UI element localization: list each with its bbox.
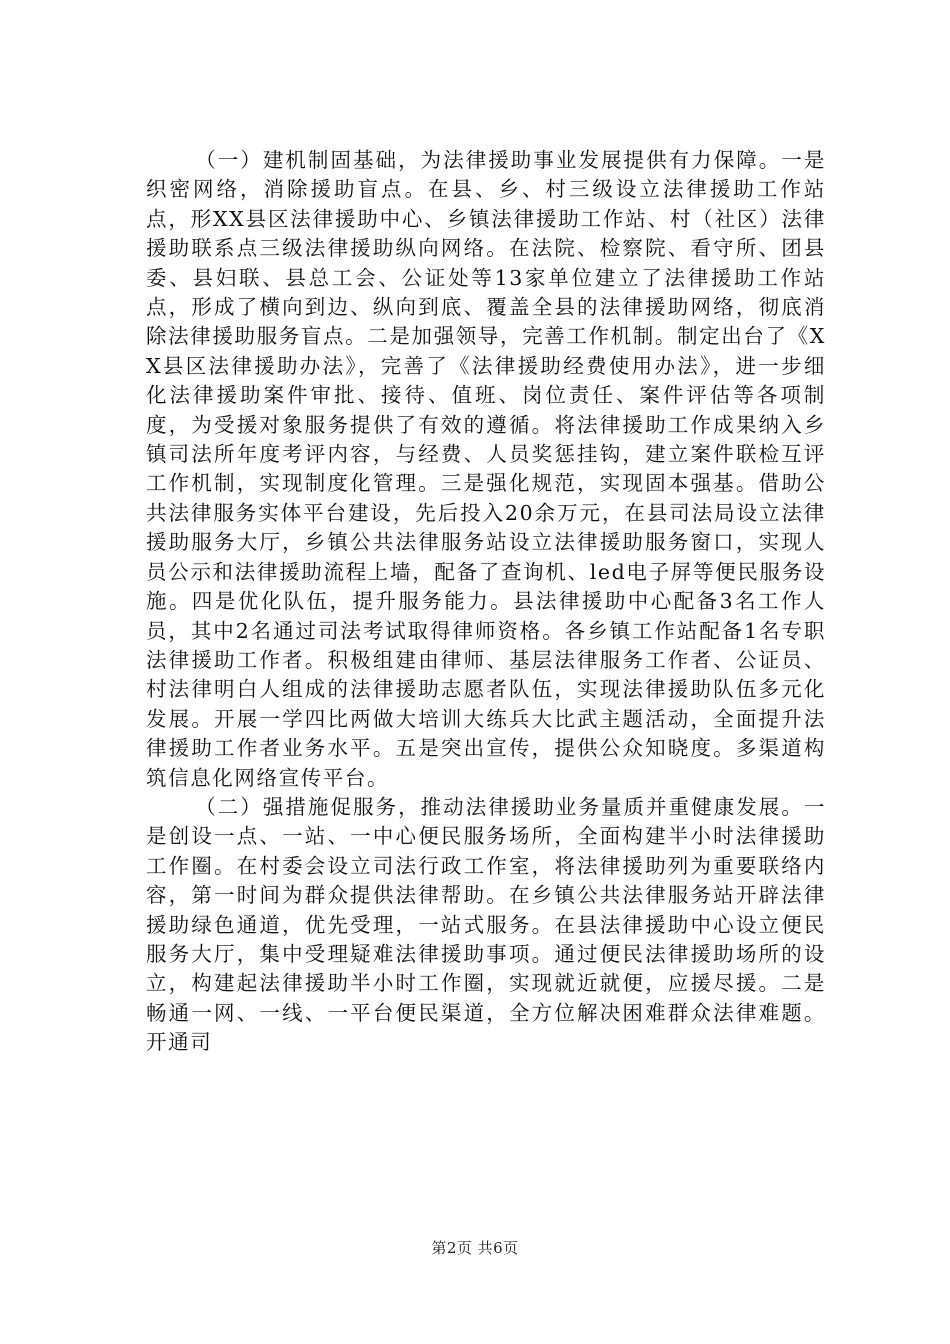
paragraph-2: （二）强措施促服务，推动法律援助业务量质并重健康发展。一是创设一点、一站、一中心便民服务场所，全面构建半小时法律援助工作圈。在村委会设立司法行政工作室，将法律援助列为重要联络内容，第一时间为群众提供法律帮助。在乡镇公共法律服务站开辟法律援助绿色通道，优先受理，一站式服务。在县法律援助中心设立便民服务大厅，集中受理疑难法律援助事项。通过便民法律援助场所的设立，构建起法律援助半小时工作圈，实现就近就便，应援尽援。二是畅通一网、一线、一平台便民渠道，全方位解决困难群众法律难题。开通司 [146, 794, 826, 1055]
document-body [146, 146, 826, 1058]
paragraph-1: （一）建机制固基础，为法律援助事业发展提供有力保障。一是织密网络，消除援助盲点。在县、乡、村三级设立法律援助工作站点，形XX县区法律援助中心、乡镇法律援助工作站、村（社区）法律援助联系点三级法律援助纵向网络。在法院、检察院、看守所、团县委、县妇联、县总工会、公证处等13家单位建立了法律援助工作站点，形成了横向到边、纵向到底、覆盖全县的法律援助网络，彻底消除法律援助服务盲点。二是加强领导，完善工作机制。制定出台了《XX县区法律援助办法》，完善了《法律援助经费使用办法》，进一步细化法律援助案件审批、接待、值班、岗位责任、案件评估等各项制度，为受援对象服务提供了有效的遵循。将法律援助工作成果纳入乡镇司法所年度考评内容，与经费、人员奖惩挂钩，建立案件联检互评工作机制，实现制度化管理。三是强化规范，实现固本强基。借助公共法律服务实体平台建设，先后投入20余万元，在县司法局设立法律援助服务大厅，乡镇公共法律服务站设立法律援助服务窗口，实现人员公示和法律援助流程上墙，配备了查询机、led电子屏等便民服务设施。四是优化队伍，提升服务能力。县法律援助中心配备3名工作人员，其中2名通过司法考试取得律师资格。各乡镇工作站配备1名专职法律援助工作者。积极组建由律师、基层法律服务工作者、公证员、村法律明白人组成的法律援助志愿者队伍，实现法律援助队伍多元化发展。开展一学四比两做大培训大练兵大比武主题活动，全面提升法律援助工作者业务水平。五是突出宣传，提供公众知晓度。多渠道构筑信息化网络宣传平台。 [146, 148, 826, 790]
page-number-footer: 第2页 共6页 [431, 1239, 519, 1257]
